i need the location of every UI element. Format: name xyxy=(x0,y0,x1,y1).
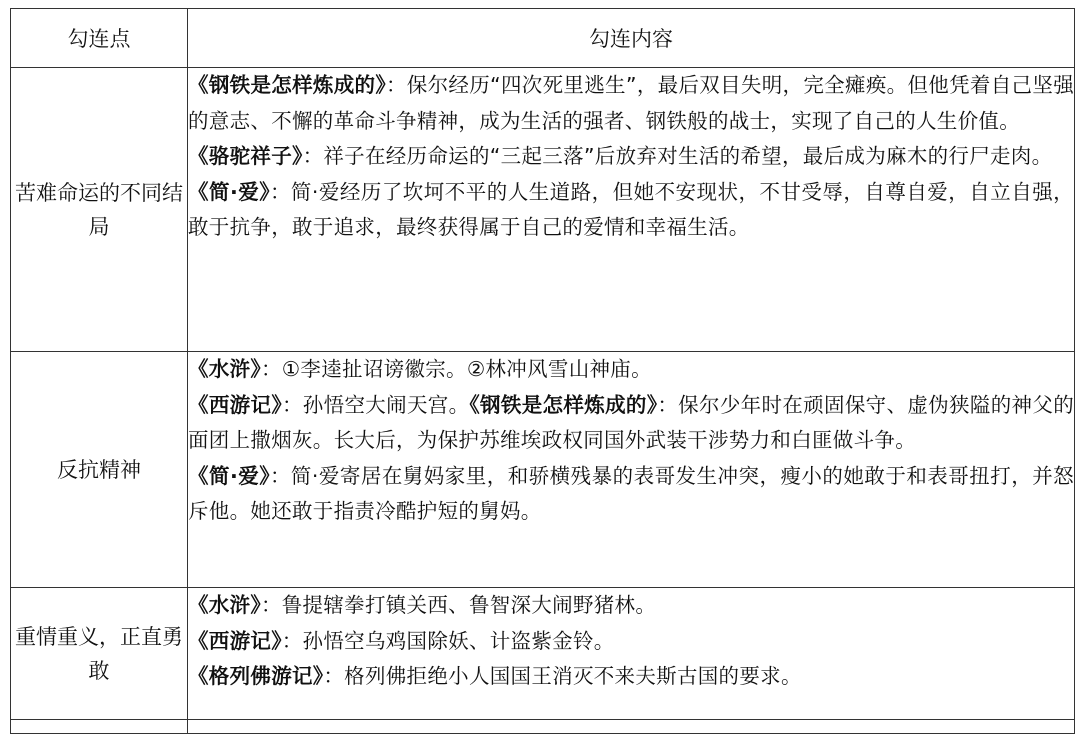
link-point-text: 苦难命运的不同结局 xyxy=(15,180,183,239)
content-entry xyxy=(188,659,1074,695)
content-entry xyxy=(188,175,1074,246)
empty-cell xyxy=(11,720,188,734)
link-point-cell xyxy=(11,588,188,720)
empty-cell xyxy=(188,720,1075,734)
book-title: 《西游记》 xyxy=(188,628,282,653)
link-point-cell xyxy=(11,352,188,588)
table-row xyxy=(11,68,1075,352)
header-link-point: 勾连点 xyxy=(11,9,188,68)
table-row xyxy=(11,588,1075,720)
entry-text: ：鲁提辖拳打镇关西、鲁智深大闹野猪林。 xyxy=(260,593,657,617)
link-point-text: 重情重义，正直勇敢 xyxy=(15,624,183,683)
content-entry xyxy=(188,68,1074,139)
link-point-cell xyxy=(11,68,188,352)
table-row-partial xyxy=(11,720,1075,734)
entry-text: ：孙悟空乌鸡国除妖、计盗紫金铃。 xyxy=(281,628,615,653)
book-title: 《水浒》 xyxy=(188,593,261,617)
entry-text: ：保尔经历“四次死里逃生”，最后双目失明，完全瘫痪。但他凭着自己坚强的意志、不懈的革命斗争精神，成为生活的强者、钢铁般的战士，实现了自己的人生价值。 xyxy=(188,73,1074,133)
book-title: 《西游记》 xyxy=(188,392,282,417)
book-title: 《钢铁是怎样炼成的》 xyxy=(469,392,658,417)
book-title: 《钢铁是怎样炼成的》 xyxy=(188,73,386,97)
book-title: 《简·爱》 xyxy=(188,463,270,488)
link-content-cell xyxy=(188,588,1075,720)
content-entry xyxy=(188,588,1074,624)
content-entry xyxy=(188,139,1074,175)
header-link-content: 勾连内容 xyxy=(188,9,1075,68)
book-title: 《格列佛游记》 xyxy=(188,664,324,688)
entry-text: ：孙悟空大闹天宫。 xyxy=(281,392,470,417)
content-entry xyxy=(188,352,1074,388)
link-content-cell xyxy=(188,68,1075,352)
content-entry xyxy=(188,459,1074,530)
link-point-text: 反抗精神 xyxy=(57,457,141,482)
table-row xyxy=(11,352,1075,588)
book-title: 《骆驼祥子》 xyxy=(188,144,303,168)
entry-text: ：格列佛拒绝小人国国王消灭不来夫斯古国的要求。 xyxy=(323,664,802,688)
entry-text: ：简·爱经历了坎坷不平的人生道路，但她不安现状，不甘受辱，自尊自爱，自立自强，敢于抗争，敢于追求，最终获得属于自己的爱情和幸福生活。 xyxy=(188,179,1074,239)
link-content-cell xyxy=(188,352,1075,588)
entry-text: ：①李逵扯诏谤徽宗。②林冲风雪山神庙。 xyxy=(260,357,652,381)
book-title: 《水浒》 xyxy=(188,357,261,381)
entry-text: ：祥子在经历命运的“三起三落”后放弃对生活的希望，最后成为麻木的行尸走肉。 xyxy=(302,144,1053,168)
comparison-table xyxy=(10,8,1075,734)
content-entry xyxy=(188,388,1074,459)
content-entry xyxy=(188,624,1074,660)
entry-text: ：保尔少年时在顽固保守、虚伪狭隘的神父的面团上撒烟灰。长大后，为保护苏维埃政权同国外武装干涉势力和白匪做斗争。 xyxy=(188,392,1075,452)
entry-text: ：简·爱寄居在舅妈家里，和骄横残暴的表哥发生冲突，瘦小的她敢于和表哥扭打，并怒斥他。她还敢于指责冷酷护短的舅妈。 xyxy=(188,463,1074,523)
table-header-row xyxy=(11,9,1075,68)
book-title: 《简·爱》 xyxy=(188,179,270,204)
